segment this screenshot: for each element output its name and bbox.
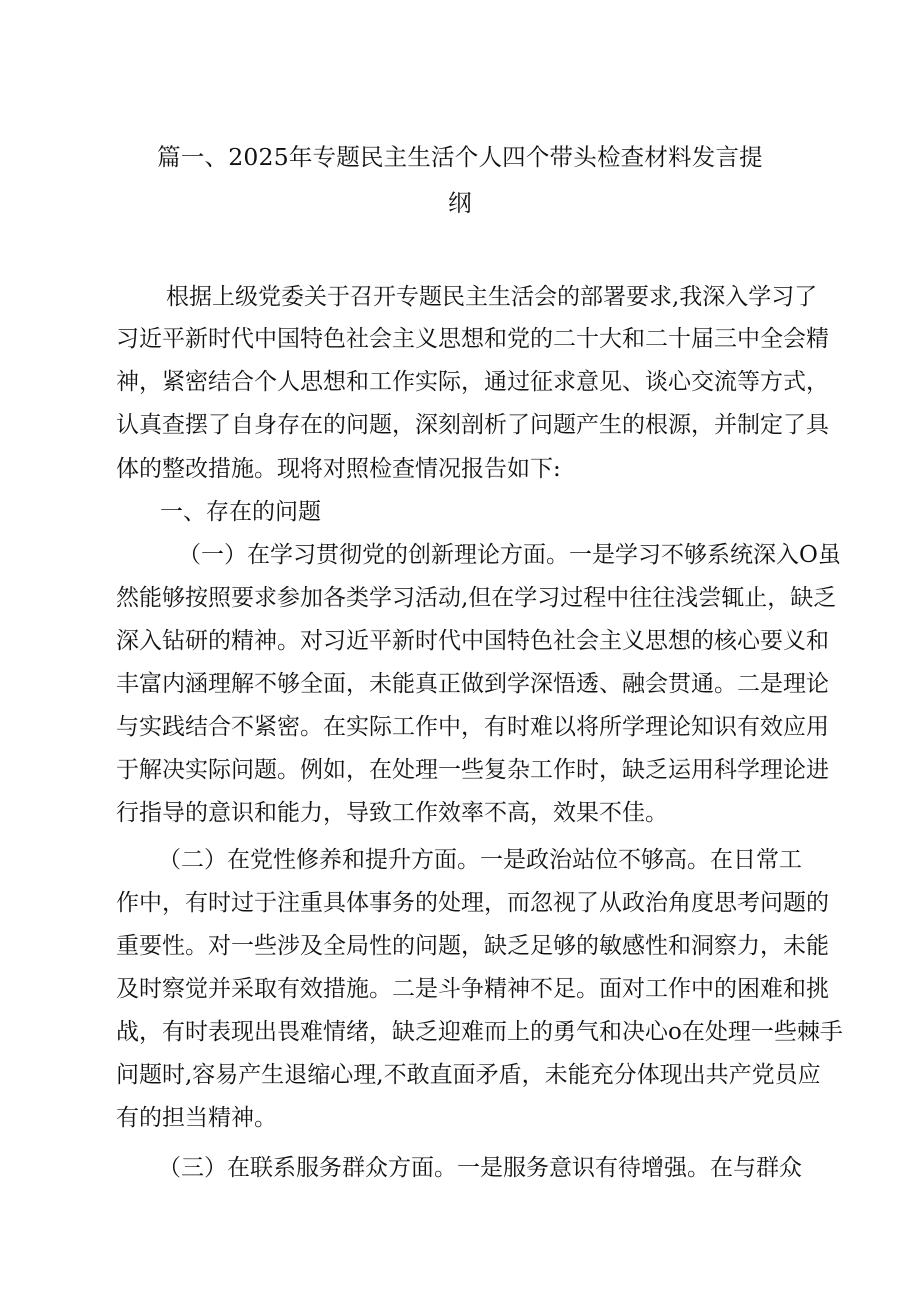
body-line: 作中，有时过于注重具体事务的处理，而忽视了从政治角度思考问题的 bbox=[116, 890, 829, 916]
body-line: （三）在联系服务群众方面。一是服务意识有待增强。在与群众 bbox=[158, 1155, 802, 1181]
body-line: （二）在党性修养和提升方面。一是政治站位不够高。在日常工 bbox=[158, 847, 802, 873]
body-line: 丰富内涵理解不够全面，未能真正做到学深悟透、融会贯通。二是理论 bbox=[116, 671, 829, 697]
body-line: 习近平新时代中国特色社会主义思想和党的二十大和二十届三中全会精 bbox=[116, 326, 829, 352]
body-line: 行指导的意识和能力，导致工作效率不高，效果不佳。 bbox=[116, 800, 668, 826]
body-line: 认真查摆了自身存在的问题，深刻剖析了问题产生的根源，并制定了具 bbox=[116, 412, 829, 438]
section-heading: 一、存在的问题 bbox=[160, 499, 321, 525]
body-line: 有的担当精神。 bbox=[116, 1105, 277, 1131]
body-line: 战，有时表现出畏难情绪，缺乏迎难而上的勇气和决心o在处理一些棘手 bbox=[116, 1019, 843, 1045]
body-line: 于解决实际问题。例如，在处理一些复杂工作时，缺乏运用科学理论进 bbox=[116, 757, 829, 783]
body-line: 然能够按照要求参加各类学习活动,但在学习过程中往往浅尝辄止，缺乏 bbox=[116, 585, 837, 611]
title-line-1: 篇一、2025年专题民主生活个人四个带头检查材料发言提 bbox=[157, 143, 763, 171]
body-line: （一）在学习贯彻党的创新理论方面。一是学习不够系统深入O虽 bbox=[178, 542, 841, 568]
body-line: 体的整改措施。现将对照检查情况报告如下: bbox=[116, 456, 561, 482]
body-line: 问题时,容易产生退缩心理,不敢直面矛盾，未能充分体现出共产党员应 bbox=[116, 1062, 821, 1088]
body-line: 与实践结合不紧密。在实际工作中，有时难以将所学理论知识有效应用 bbox=[116, 714, 829, 740]
body-line: 深入钻研的精神。对习近平新时代中国特色社会主义思想的核心要义和 bbox=[116, 628, 829, 654]
document-title bbox=[140, 138, 780, 222]
title-line-2: 纲 bbox=[448, 189, 472, 217]
body-line: 神，紧密结合个人思想和工作实际，通过征求意见、谈心交流等方式， bbox=[116, 369, 829, 395]
body-line: 重要性。对一些涉及全局性的问题，缺乏足够的敏感性和洞察力，未能 bbox=[116, 933, 829, 959]
body-line: 及时察觉并采取有效措施。二是斗争精神不足。面对工作中的困难和挑 bbox=[116, 976, 829, 1002]
body-line: 根据上级党委关于召开专题民主生活会的部署要求,我深入学习了 bbox=[166, 284, 818, 310]
